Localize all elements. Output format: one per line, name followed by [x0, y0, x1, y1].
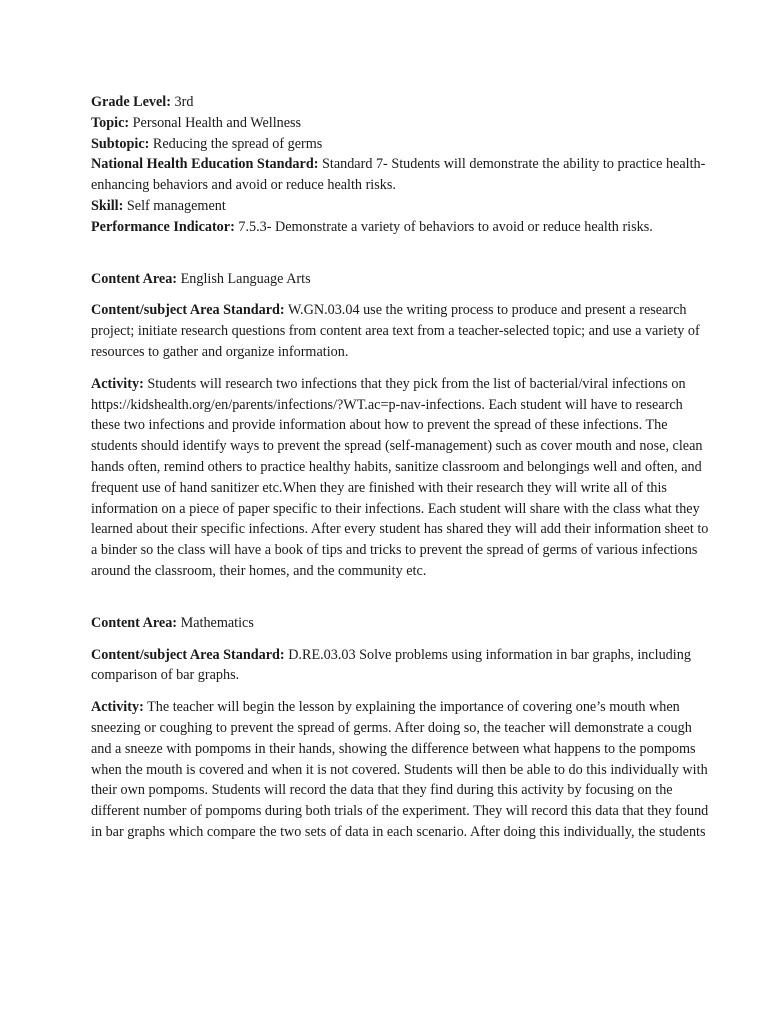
subject-standard-value: D.RE.03.03 Solve problems using information in bar graphs, including comparison of bar graphs. — [91, 646, 691, 684]
math-subject-standard — [91, 645, 713, 687]
subtopic-label: Subtopic: — [91, 135, 150, 152]
subtopic-line — [91, 134, 713, 155]
activity-label: Activity: — [91, 699, 144, 716]
content-area-label: Content Area: — [91, 270, 178, 287]
content-area-value: English Language Arts — [180, 270, 311, 287]
subject-standard-label: Content/subject Area Standard: — [91, 646, 285, 663]
grade-level-line — [91, 92, 713, 113]
skill-value: Self management — [126, 197, 226, 214]
subtopic-value: Reducing the spread of germs — [152, 135, 323, 152]
content-area-label: Content Area: — [91, 614, 178, 631]
activity-label: Activity: — [91, 375, 144, 392]
grade-level-label: Grade Level: — [91, 94, 171, 110]
activity-value: Students will research two infections that they pick from the list of bacterial/viral infections on https://kidshealth.org/en/parents/infections/?WT.ac=p-nav-infections. Each student will have to research these two infections and provide information about how to prevent the spread of these infections. The students should identify ways to prevent the spread (self-management) such as cover mouth and nose, clean hands often, remind others to practice healthy habits, sanitize classroom and belongings well and often, and frequent use of hand sanitizer etc.When they are finished with their research they will write all of this information on a piece of paper specific to their infections. Each student will share with the class what they learned about their specific infections. After every student has shared they will add their information sheet to a binder so the class will have a book of tips and tricks to prevent the spread of germs of various infections around the classroom, their homes, and the community etc. — [91, 375, 709, 579]
ela-content-area — [91, 269, 713, 290]
skill-line — [91, 196, 713, 217]
topic-value: Personal Health and Wellness — [132, 114, 302, 131]
indicator-value: 7.5.3- Demonstrate a variety of behaviors to avoid or reduce health risks. — [238, 218, 653, 235]
subject-standard-value: W.GN.03.04 use the writing process to produce and present a research project; initiate research questions from content area text from a teacher-selected topic; and use a variety of resources to gather and organize information. — [91, 302, 700, 360]
standard-line — [91, 154, 713, 196]
indicator-label: Performance Indicator: — [91, 218, 235, 235]
standard-label: National Health Education Standard: — [91, 156, 319, 173]
ela-activity — [91, 374, 713, 582]
activity-value: The teacher will begin the lesson by explaining the importance of covering one’s mouth when sneezing or coughing to prevent the spread of germs. After doing so, the teacher will demonstrate a cough and a sneeze with pompoms in their hands, showing the difference between what happens to the pompoms when the mouth is covered and when it is not covered. Students will then be able to do this individually with their own pompoms. Students will record the data that they find during this activity by focusing on the different number of pompoms during both trials of the experiment. They will record this data that they found in bar graphs which compare the two sets of data in each scenario. After doing this individually, the students — [91, 699, 709, 840]
math-activity — [91, 697, 713, 843]
standard-value: Standard 7- Students will demonstrate the ability to practice health-enhancing behaviors and avoid or reduce health risks. — [91, 156, 706, 194]
skill-label: Skill: — [91, 197, 124, 214]
ela-subject-standard — [91, 300, 713, 362]
subject-standard-label: Content/subject Area Standard: — [91, 302, 285, 319]
topic-label: Topic: — [91, 114, 130, 131]
topic-line — [91, 113, 713, 134]
lesson-plan-document — [91, 92, 713, 843]
math-content-area — [91, 613, 713, 634]
grade-level-value: 3rd — [174, 94, 194, 110]
content-area-value: Mathematics — [180, 614, 254, 631]
indicator-line — [91, 217, 713, 238]
